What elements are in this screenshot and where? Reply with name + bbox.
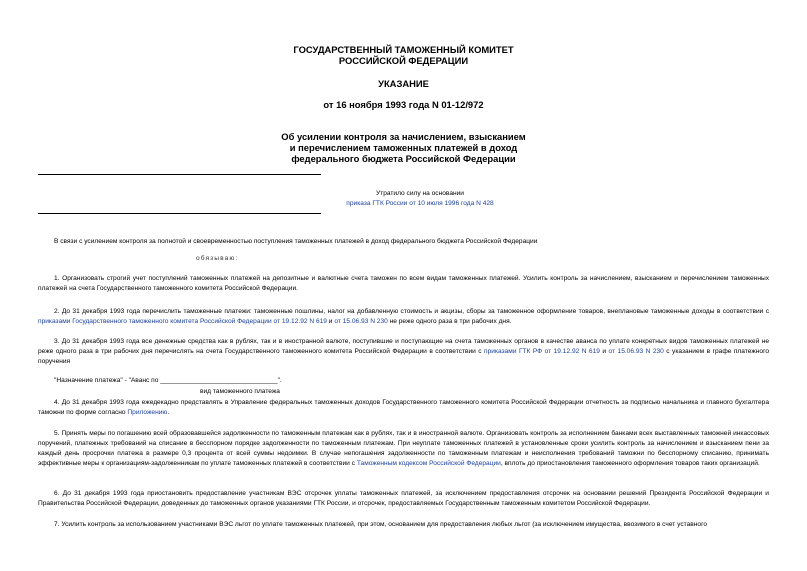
org-name-line2: РОССИЙСКОЙ ФЕДЕРАЦИИ xyxy=(338,55,469,66)
paragraph-6: 6. До 31 декабря 1993 года приостановить предоставление участникам ВЭС отсрочек уплаты таможенных платежей, за исключением предоставления отсрочек на основании решений Президента Российской Федерации и Правительства Российской Федерации, доведенных до таможенных органов указаниями ГТК России, и отсрочек, предоставляемых Государственным таможенным комитетом Российской Федерации. xyxy=(38,490,769,507)
paragraph-4: 4. До 31 декабря 1993 года ежедекадно представлять в Управление федеральных таможенных доходов Государственного таможенного комитета Российской Федерации отчетность за подписью начальника и главного бухгалтера таможни по форме согласно Приложению. xyxy=(38,399,769,416)
paragraph-1: 1. Организовать строгий учет поступлений таможенных платежей на депозитные и валютные счета таможен по всем видам таможенных платежей. Усилить контроль за начислением, взысканием и перечислением таможенных платежей на счета Государственного таможенного комитета Российской Федерации. xyxy=(38,275,769,292)
gtk-order-230-link[interactable]: от 15.06.93 N 230 xyxy=(608,348,664,355)
paragraph-2: 2. До 31 декабря 1993 года перечислить таможенные платежи: таможенные пошлины, налог на добавленную стоимость и акцизы, сборы за таможенное оформление товаров, внеплановые таможенные доходы в соответствии с приказами Государственного таможенного комитета Российской Федерации от 19.12.92 N 619 и от 15.06.93 N 230 не реже одного раза в три рабочих дня. xyxy=(38,308,769,325)
paragraph-5: 5. Принять меры по погашению всей образовавшейся задолженности по таможенным платежам как в рублях, так и в иностранной валюте. Организовать контроль за исполнением банками всех выставленных таможней инкассовых поручений, платежных требований на списание в бесспорном порядке задолженности по таможенным платежам. При неуплате таможенных платежей в установленные сроки усилить контроль за начислением и взысканием пени за каждый день просрочки платежа в размере 0,3 процента от всей суммы недоимки. В случае непогашения задолженности по таможенным платежам и неисполнения требований таможни по бесспорному списанию, принимать эффективные меры к организациям-задолженникам по уплате таможенных платежей в соответствии с Таможенным кодексом Российской Федерации, вплоть до приостановления таможенного оформления товаров таких организаций. xyxy=(38,430,769,467)
paragraph-7: 7. Усилить контроль за использованием участниками ВЭС льгот по уплате таможенных платежей, при этом, основанием для предоставления любых льгот (за исключением имущества, ввозимого в счет уставного xyxy=(54,521,708,528)
repeal-order-link[interactable]: приказа ГТК России от 10 июля 1996 года N 428 xyxy=(346,200,494,207)
intro-paragraph: В связи с усилением контроля за полнотой и своевременностью поступления таможенных платежей в доход федерального бюджета Российской Федерации xyxy=(54,238,538,245)
bottom-divider xyxy=(38,213,321,214)
payment-purpose-caption: вид таможенного платежа xyxy=(200,388,280,395)
doc-date: от 16 ноября 1993 года N 01-12/972 xyxy=(323,99,484,110)
top-divider xyxy=(38,174,321,175)
order-230-link[interactable]: от 15.06.93 N 230 xyxy=(334,318,388,325)
status-note: Утратило силу на основании xyxy=(376,190,464,197)
title-line1: Об усилении контроля за начислением, взысканием xyxy=(281,131,526,142)
customs-code-link[interactable]: Таможенным кодексом Российской Федерации xyxy=(356,460,501,467)
orders-619-link[interactable]: приказами Государственного таможенного комитета Российской Федерации от 19.12.92 N 619 xyxy=(38,318,327,325)
title-line2: и перечислением таможенных платежей в доход xyxy=(289,142,518,153)
org-name-line1: ГОСУДАРСТВЕННЫЙ ТАМОЖЕННЫЙ КОМИТЕТ xyxy=(293,44,514,55)
title-line3: федерального бюджета Российской Федерации xyxy=(291,153,516,164)
appendix-link[interactable]: Приложению xyxy=(127,409,168,416)
paragraph-3: 3. До 31 декабря 1993 года все денежные средства как в рублях, так и в иностранной валюте, поступившие и поступающие на счета таможенных органов в качестве аванса по уплате конкретных видов таможенных платежей не реже одного раза в три рабочих дня перечислять на счета Государственного таможенного комитета Российской Федерации в соответствии с приказами ГТК РФ от 19.12.92 N 619 и от 15.06.93 N 230 с указанием в графе платежного поручения xyxy=(38,338,769,365)
payment-purpose: "Назначение платежа" - "Аванс по ________________________________". xyxy=(54,377,282,384)
obligate-text: обязываю: xyxy=(196,255,239,262)
gtk-orders-619-link[interactable]: приказами ГТК РФ от 19.12.92 N 619 xyxy=(484,348,600,355)
doc-type: УКАЗАНИЕ xyxy=(378,78,429,89)
